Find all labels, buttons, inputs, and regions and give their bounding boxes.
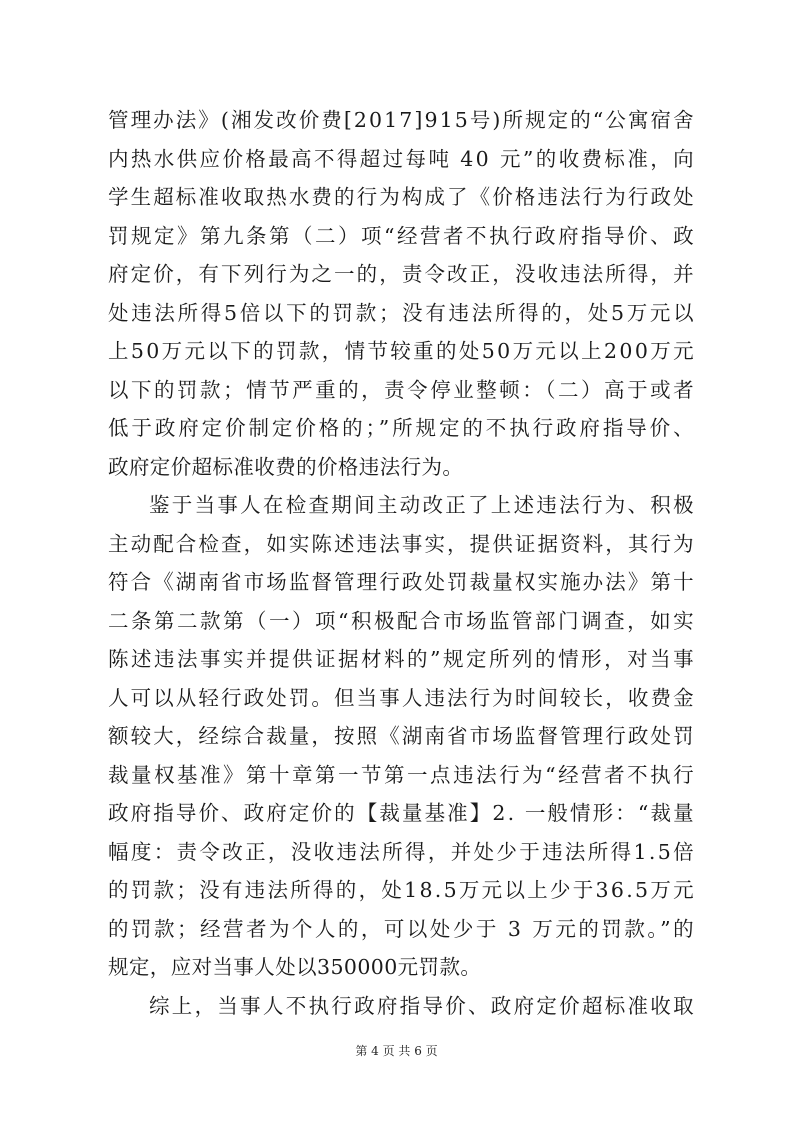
text-line-3 (108, 178, 694, 217)
text-line-8 (108, 371, 697, 410)
text-line-18 (108, 756, 697, 795)
text-line-9 (108, 409, 697, 448)
line-text: 综上，当事人不执行政府指导价、政府定价超标准收取 (149, 993, 696, 1018)
text-line-13 (108, 563, 694, 602)
text-line-10 (108, 448, 694, 487)
text-line-7 (108, 332, 694, 371)
text-line-19 (108, 794, 694, 833)
line-text: 的罚款；没有违法所得的，处18.5万元以上少于36.5万元 (108, 878, 696, 902)
text-line-22 (108, 910, 697, 949)
text-line-4 (108, 217, 697, 256)
line-text: 政府指导价、政府定价的【裁量基准】2. 一般情形：“裁量 (108, 801, 696, 825)
line-text: 人可以从轻行政处罚。但当事人违法行为时间较长，收费金 (108, 685, 696, 710)
text-line-24 (108, 987, 694, 1026)
text-line-23 (108, 948, 694, 987)
text-line-12 (108, 525, 694, 564)
text-line-5 (108, 255, 694, 294)
line-text: 幅度：责令改正，没收违法所得，并处少于违法所得1.5倍 (108, 839, 696, 864)
text-line-17 (108, 717, 694, 756)
text-line-11 (108, 486, 694, 525)
line-text: 二条第二款第（一）项“积极配合市场监管部门调查，如实 (108, 608, 697, 633)
line-text: 规定，应对当事人处以350000元罚款。 (108, 955, 482, 979)
line-text: 府定价，有下列行为之一的，责令改正，没收违法所得，并 (108, 262, 696, 286)
text-line-6 (108, 294, 697, 333)
line-text: 以下的罚款；情节严重的，责令停业整顿：（二）高于或者 (108, 377, 697, 402)
line-text: 主动配合检查，如实陈述违法事实，提供证据资料，其行为 (108, 531, 696, 556)
text-line-2 (108, 140, 694, 179)
line-text: 低于政府定价制定价格的；”所规定的不执行政府指导价、 (108, 416, 697, 440)
line-text: 裁量权基准》第十章第一节第一点违法行为“经营者不执行 (108, 762, 697, 787)
text-line-21 (108, 871, 694, 910)
line-text: 处违法所得5倍以下的罚款；没有违法所得的，处5万元以 (108, 300, 697, 325)
text-line-1 (108, 101, 694, 140)
body-text (108, 101, 697, 1025)
line-text: 额较大，经综合裁量，按照《湖南省市场监督管理行政处罚 (108, 724, 696, 748)
line-text: 的罚款；经营者为个人的，可以处少于 3 万元的罚款。”的 (108, 916, 697, 941)
text-line-14 (108, 602, 697, 641)
text-line-20 (108, 833, 694, 872)
line-text: 内热水供应价格最高不得超过每吨 40 元”的收费标准，向 (108, 146, 696, 171)
line-text: 管理办法》(湘发改价费[2017]915号)所规定的“公寓宿舍 (108, 108, 696, 132)
line-text: 学生超标准收取热水费的行为构成了《价格违法行为行政处 (108, 185, 696, 209)
page-number-footer: 第 4 页 共 6 页 (355, 1044, 438, 1058)
line-text: 陈述违法事实并提供证据材料的”规定所列的情形，对当事 (108, 647, 697, 671)
line-text: 鉴于当事人在检查期间主动改正了上述违法行为、积极 (149, 493, 696, 517)
line-text: 政府定价超标准收费的价格违法行为。 (108, 454, 464, 479)
line-text: 上50万元以下的罚款，情节较重的处50万元以上200万元 (108, 339, 696, 363)
line-text: 符合《湖南省市场监督管理行政处罚裁量权实施办法》第十 (108, 570, 696, 594)
line-text: 罚规定》第九条第（二）项“经营者不执行政府指导价、政 (108, 223, 697, 248)
text-line-16 (108, 679, 694, 718)
text-line-15 (108, 640, 697, 679)
